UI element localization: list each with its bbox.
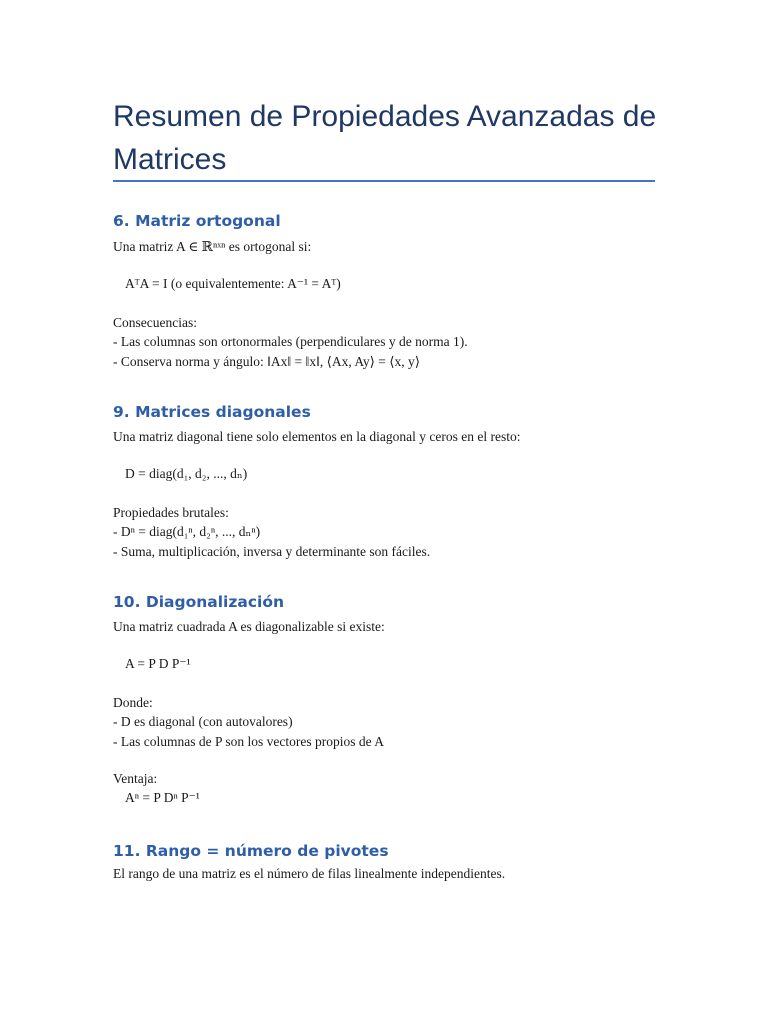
section-heading-diagonal: 9. Matrices diagonales <box>113 403 311 421</box>
section-heading-rank: 11. Rango = número de pivotes <box>113 842 389 860</box>
section-text: Una matriz A ∈ ℝⁿˣⁿ es ortogonal si: <box>113 239 312 254</box>
formula: Aⁿ = P Dⁿ P⁻¹ <box>125 790 200 805</box>
bullet-line: - Dⁿ = diag(d₁ⁿ, d₂ⁿ, ..., dₙⁿ) <box>113 524 261 539</box>
title-underline <box>113 180 655 182</box>
section-text: Una matriz cuadrada A es diagonalizable si existe: <box>113 619 385 634</box>
formula: AᵀA = I (o equivalentemente: A⁻¹ = Aᵀ) <box>125 276 341 291</box>
section-heading-diagonalization: 10. Diagonalización <box>113 593 285 611</box>
document-title: Resumen de Propiedades Avanzadas de Matrices <box>113 100 657 176</box>
section-text: Ventaja: <box>113 771 158 786</box>
section-text: Donde: <box>113 695 153 710</box>
bullet-line: - Conserva norma y ángulo: ‖Ax‖ = ‖x‖, ⟨Ax, Ay⟩ = ⟨x, y⟩ <box>113 354 421 369</box>
bullet-line: - Las columnas de P son los vectores propios de A <box>113 734 384 749</box>
section-text: Una matriz diagonal tiene solo elementos en la diagonal y ceros en el resto: <box>113 429 521 444</box>
formula: D = diag(d₁, d₂, ..., dₙ) <box>125 466 248 481</box>
section-heading-orthogonal: 6. Matriz ortogonal <box>113 212 281 230</box>
section-text: Propiedades brutales: <box>113 505 229 520</box>
bullet-line: - D es diagonal (con autovalores) <box>113 714 293 729</box>
section-text: Consecuencias: <box>113 315 197 330</box>
formula: A = P D P⁻¹ <box>125 656 191 671</box>
bullet-line: - Suma, multiplicación, inversa y determinante son fáciles. <box>113 544 431 559</box>
section-text: El rango de una matriz es el número de filas linealmente independientes. <box>113 866 506 881</box>
bullet-line: - Las columnas son ortonormales (perpendiculares y de norma 1). <box>113 334 468 349</box>
